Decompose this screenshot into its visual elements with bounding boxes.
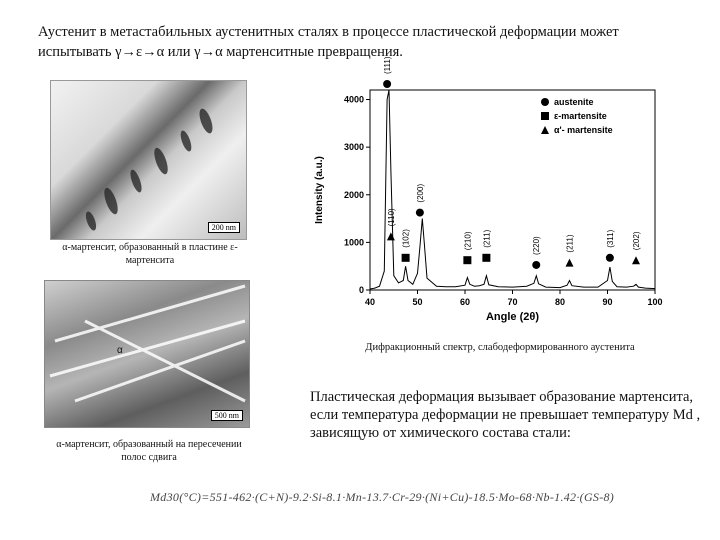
epsilon-marker xyxy=(482,254,490,262)
austenite-marker xyxy=(606,254,614,262)
austenite-marker xyxy=(416,209,424,217)
intro-text: Аустенит в метастабильных аустенитных сталях в процессе пластической деформации может испытывать γ→ε→α или γ→α мартенситные превращения. xyxy=(38,24,619,60)
peak-label: (220) xyxy=(532,236,542,255)
legend-entry: austenite xyxy=(554,97,594,107)
peak-label: (311) xyxy=(605,229,615,248)
alpha-label: α xyxy=(117,345,123,356)
y-tick-label: 4000 xyxy=(343,94,364,105)
peak-label: (111) xyxy=(383,56,393,74)
micrograph-2-texture xyxy=(45,281,249,427)
x-tick-label: 90 xyxy=(602,297,613,307)
micrograph-1-texture xyxy=(51,81,246,239)
y-tick-label: 3000 xyxy=(343,142,364,153)
y-tick-label: 2000 xyxy=(343,189,364,200)
x-tick-label: 40 xyxy=(364,297,376,307)
x-axis-label: Angle (2θ) xyxy=(485,311,540,323)
micrograph-2 xyxy=(44,280,250,428)
caption-image-2: α-мартенсит, образованный на пересечении полос сдвига xyxy=(56,439,242,463)
austenite-marker xyxy=(383,80,391,88)
legend-entry: ε-martensite xyxy=(554,111,607,121)
legend-alpha-icon xyxy=(541,126,549,134)
micrograph-1 xyxy=(50,80,247,240)
x-tick-label: 60 xyxy=(459,297,471,307)
paragraph: Пластическая деформация вызывает образование мартенсита, если температура деформации не превышает температуру Md , зависящую от химического состава стали: xyxy=(310,389,701,441)
alpha-marker xyxy=(632,256,640,264)
xrd-chart xyxy=(300,56,670,340)
peak-label: (210) xyxy=(463,231,473,251)
peak-label: (211) xyxy=(565,234,575,253)
caption-image-1: α-мартенсит, образованный в пластине ε-мартенсита xyxy=(62,242,238,266)
peak-label: (102) xyxy=(401,229,411,248)
legend-epsilon-icon xyxy=(541,112,549,120)
x-tick-label: 50 xyxy=(412,297,423,307)
epsilon-marker xyxy=(463,256,471,264)
scale-bar-2: 500 nm xyxy=(211,410,243,421)
formula: Md30(°C)=551-462·(C+N)-9.2·Si-8.1·Mn-13.7·Cr-29·(Ni+Cu)-18.5·Mo-68·Nb-1.42·(GS-8) xyxy=(150,490,615,504)
y-tick-label: 0 xyxy=(358,285,364,295)
y-axis-label: Intensity (a.u.) xyxy=(314,156,325,224)
y-tick-label: 1000 xyxy=(343,237,364,248)
austenite-marker xyxy=(532,261,540,269)
alpha-marker xyxy=(387,232,395,240)
chart-caption: Дифракционный спектр, слабодеформированного аустенита xyxy=(365,342,635,353)
peak-label: (110) xyxy=(386,208,396,227)
peak-label: (200) xyxy=(415,183,425,203)
x-tick-label: 80 xyxy=(554,297,566,307)
x-tick-label: 70 xyxy=(507,297,518,307)
alpha-marker xyxy=(566,259,574,267)
legend-entry: α'- martensite xyxy=(554,125,613,135)
peak-label: (211) xyxy=(482,229,492,248)
peak-label: (202) xyxy=(632,231,641,251)
x-tick-label: 100 xyxy=(647,297,663,307)
legend-austenite-icon xyxy=(541,98,549,106)
scale-bar-1: 200 nm xyxy=(208,222,240,233)
epsilon-marker xyxy=(402,254,410,262)
